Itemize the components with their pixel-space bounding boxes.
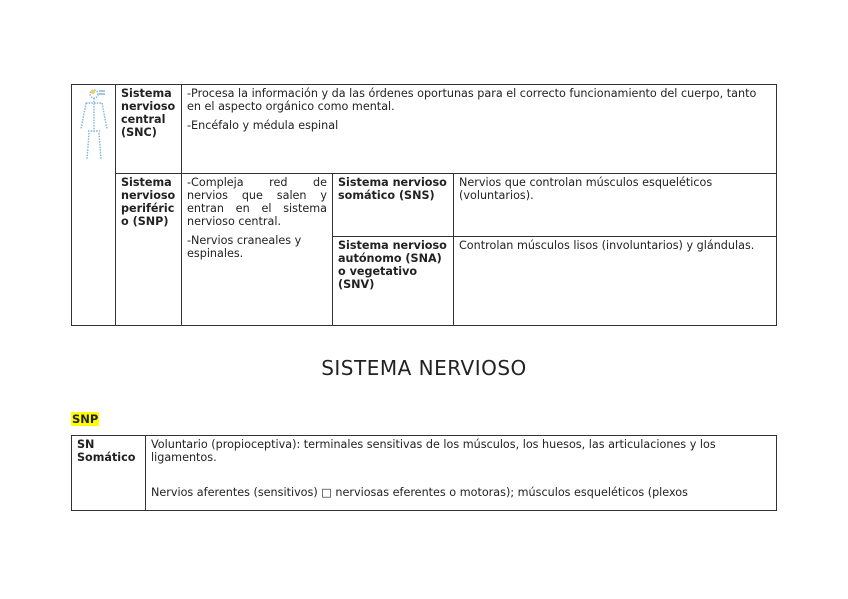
sns-label: Sistema nervioso somático (SNS) <box>332 173 454 237</box>
snc-description <box>181 84 777 174</box>
page-title: SISTEMA NERVIOSO <box>321 356 527 380</box>
snp-desc-nerves: -Nervios craneales y espinales. <box>187 234 302 260</box>
snc-desc-parts: -Encéfalo y médula espinal <box>187 119 339 132</box>
figure-cell <box>71 84 116 326</box>
sn-somatico-label: SN Somático <box>71 435 146 511</box>
snp-label: Sistema nervioso periférico (SNP) <box>115 173 182 326</box>
sna-description: Controlan músculos lisos (involuntarios) y glándulas. <box>453 236 777 326</box>
snp-desc-network: -Compleja red de nervios que salen y entran en el sistema nervioso central. <box>187 176 327 228</box>
sns-description: Nervios que controlan músculos esqueléticos (voluntarios). <box>453 173 777 237</box>
snc-label: Sistema nervioso central (SNC) <box>115 84 182 174</box>
sna-label: Sistema nervioso autónomo (SNA) o vegetativo (SNV) <box>332 236 454 326</box>
sn-somatico-line-2: Nervios aferentes (sensitivos) □ nerviosas eferentes o motoras); músculos esqueléticos (plexos <box>151 486 688 499</box>
sn-somatico-line-1: Voluntario (propioceptiva): terminales sensitivas de los músculos, los huesos, las articulaciones y los ligamentos. <box>151 438 716 464</box>
snc-desc-function: -Procesa la información y da las órdenes oportunas para el correcto funcionamiento del cuerpo, tanto en el aspecto orgánico como mental. <box>187 87 757 113</box>
section-label-snp: SNP <box>72 412 99 426</box>
nervous-system-figure-icon <box>72 85 116 165</box>
sn-somatico-description <box>145 435 777 511</box>
snp-description <box>181 173 333 326</box>
